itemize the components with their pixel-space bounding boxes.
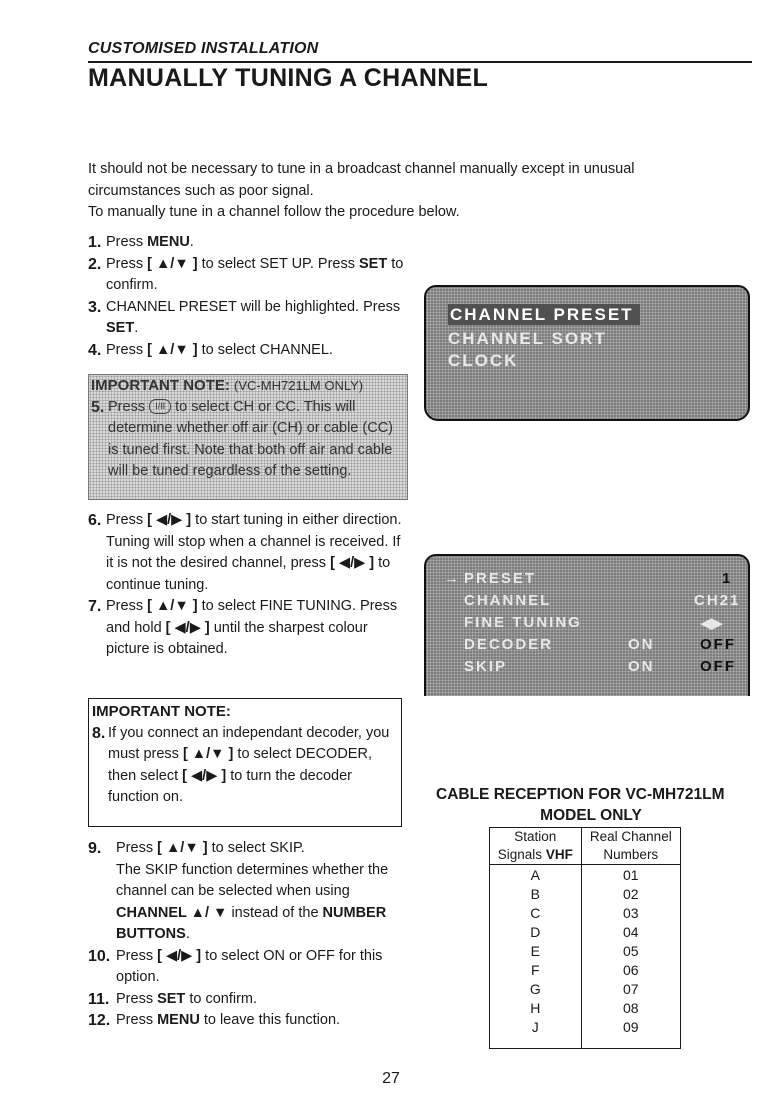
osd-highlighted-item: CHANNEL PRESET (448, 304, 640, 325)
steps-6-7 (88, 510, 408, 661)
osd-row-value: OFF (700, 658, 736, 675)
step-11 (88, 989, 413, 1011)
table-row (490, 904, 681, 923)
step-number: 12. (88, 1012, 111, 1029)
up-down-key: [ ▲/▼ ] (147, 598, 198, 614)
header-rule (88, 61, 752, 63)
osd-channel-menu (424, 554, 750, 696)
station-cell: B (490, 885, 582, 904)
channel-cell: 08 (581, 999, 680, 1018)
step-5 (89, 397, 407, 483)
step-text: Press (106, 341, 148, 358)
column-header-station (490, 828, 582, 865)
step-text: to leave this function. (199, 1012, 341, 1028)
left-right-key: [ ◀/▶ ] (147, 512, 192, 528)
channel-cell: 05 (581, 942, 680, 961)
left-right-key: [ ◀/▶ ] (165, 619, 210, 636)
table-row (490, 942, 681, 961)
station-cell: D (490, 923, 582, 942)
station-cell: A (490, 865, 582, 886)
channel-cell: 03 (581, 904, 680, 923)
steps-9-12 (88, 838, 413, 1032)
step-text: Press (108, 398, 150, 415)
page-title: MANUALLY TUNING A CHANNEL (88, 64, 489, 92)
station-cell: C (490, 904, 582, 923)
table-row (490, 980, 681, 999)
column-header-channel (581, 828, 680, 865)
station-cell: E (490, 942, 582, 961)
step-3 (88, 297, 408, 340)
cable-reception-title: CABLE RECEPTION FOR VC-MH721LM (436, 786, 725, 803)
step-text: Press (106, 255, 148, 272)
station-cell: G (490, 980, 582, 999)
step-text: Press (106, 598, 148, 614)
set-key: SET (157, 990, 186, 1007)
station-cell: F (490, 961, 582, 980)
header-text: VHF (545, 847, 573, 862)
set-key: SET (106, 320, 135, 336)
step-text: . (185, 926, 190, 942)
channel-cell: 02 (581, 885, 680, 904)
intro-text (88, 159, 728, 224)
channel-cell: 09 (581, 1018, 680, 1049)
osd-row-label: FINE TUNING (464, 614, 582, 631)
channel-key: CHANNEL ▲/ ▼ (116, 904, 228, 921)
step-4 (88, 340, 408, 362)
step-text: to select FINE TUNING. Press and hold (106, 598, 398, 636)
osd-row-value: 1 (722, 570, 733, 587)
step-text: to confirm. (106, 255, 404, 293)
step-text: to select SET UP. Press (197, 255, 359, 272)
osd-menu-item: CLOCK (448, 351, 519, 370)
step-number: 7. (88, 598, 102, 615)
table-row (490, 961, 681, 980)
step-number: 1. (88, 234, 102, 251)
step-text: until the sharpest colour picture is obtained. (106, 619, 368, 657)
channel-cell: 01 (581, 865, 680, 886)
header-text: Numbers (603, 847, 659, 862)
station-cell: H (490, 999, 582, 1018)
step-number: 5. (91, 398, 105, 416)
step-text: . (134, 320, 139, 336)
set-key: SET (359, 255, 388, 272)
up-down-key: [ ▲/▼ ] (147, 341, 198, 358)
arrow-cursor-icon: → (444, 570, 461, 587)
step-number: 6. (88, 512, 102, 529)
osd-row-label: CHANNEL (464, 592, 552, 609)
step-number: 10. (88, 947, 111, 965)
step-text: If you connect an independant decoder, you must press (108, 724, 390, 762)
up-down-key: [ ▲/▼ ] (182, 746, 234, 762)
step-text: Press (116, 947, 158, 964)
step-6 (88, 510, 408, 596)
step-text: to select SKIP. (207, 840, 305, 856)
osd-row-label: PRESET (464, 570, 537, 587)
intro-line-2: To manually tune in a channel follow the procedure below. (88, 204, 460, 220)
left-right-key: [ ◀/▶ ] (330, 555, 375, 571)
important-note-model (88, 374, 408, 500)
menu-key: MENU (147, 234, 190, 250)
osd-row-value: ON (628, 636, 655, 653)
important-note-decoder (88, 698, 402, 827)
table-header-row (490, 828, 681, 865)
note-heading (89, 375, 407, 397)
step-2 (88, 254, 408, 297)
step-text: instead of the (227, 904, 323, 921)
osd-row-label: SKIP (464, 658, 508, 675)
station-cell: J (490, 1018, 582, 1049)
step-12 (88, 1010, 413, 1032)
step-8 (89, 723, 401, 809)
step-7 (88, 596, 408, 661)
step-number: 9. (88, 840, 102, 857)
left-right-arrows-icon: ◀▶ (700, 615, 724, 632)
step-text: to select CH or CC. This will determine whether off air (CH) or cable (CC) is tuned first. Note that both off air and cable will be tuned regardless of the setting. (108, 398, 393, 479)
audio-button-icon: I/II (149, 399, 171, 414)
osd-row-label: DECODER (464, 636, 554, 653)
cable-reception-subtitle: MODEL ONLY (540, 807, 642, 824)
step-10 (88, 946, 413, 989)
table-row (490, 999, 681, 1018)
channel-cell: 06 (581, 961, 680, 980)
section-title: CUSTOMISED INSTALLATION (88, 40, 319, 57)
step-number: 11. (88, 990, 110, 1008)
osd-row-value: CH21 (694, 592, 741, 609)
header-text: Station (514, 829, 557, 844)
up-down-key: [ ▲/▼ ] (157, 840, 208, 856)
channel-cell: 04 (581, 923, 680, 942)
step-text: to confirm. (185, 990, 258, 1007)
header-text: Signals (497, 847, 546, 862)
step-number: 3. (88, 298, 102, 316)
step-text: . (189, 234, 194, 250)
step-text: CHANNEL PRESET will be highlighted. Press (106, 298, 401, 315)
step-text: Press (106, 234, 148, 250)
step-text: Press (116, 840, 158, 856)
table-row (490, 885, 681, 904)
step-text: to turn the decoder function on. (108, 767, 352, 805)
header-text: Real Channel (589, 829, 672, 844)
note-title: IMPORTANT NOTE: (92, 703, 231, 720)
osd-setup-menu (424, 285, 750, 421)
step-text: to select ON or OFF for this option. (116, 947, 383, 985)
osd-row-value: OFF (700, 636, 736, 653)
step-text: Press (116, 990, 158, 1007)
step-number: 2. (88, 255, 102, 273)
menu-key: MENU (157, 1012, 200, 1028)
left-right-key: [ ◀/▶ ] (182, 767, 227, 784)
table-row (490, 865, 681, 886)
step-text: to select CHANNEL. (197, 341, 333, 358)
osd-row-value: ON (628, 658, 655, 675)
step-9 (88, 838, 413, 946)
step-text: The SKIP function determines whether the channel can be selected when using (116, 861, 389, 899)
number-buttons-key: NUMBER BUTTONS (116, 904, 387, 942)
osd-menu-item: CHANNEL SORT (448, 329, 607, 348)
step-text: to continue tuning. (106, 555, 391, 593)
steps-1-4 (88, 232, 408, 361)
step-text: Press (106, 512, 148, 528)
left-right-key: [ ◀/▶ ] (157, 947, 202, 964)
step-text: Press (116, 1012, 158, 1028)
intro-line-1: It should not be necessary to tune in a broadcast channel manually except in unusual circumstances such as poor signal. (88, 161, 635, 199)
note-title: IMPORTANT NOTE: (91, 377, 230, 394)
step-text: to select DECODER, then select (108, 746, 372, 784)
step-1 (88, 232, 408, 254)
up-down-key: [ ▲/▼ ] (147, 255, 198, 272)
note-model: (VC-MH721LM ONLY) (234, 378, 364, 393)
table-row (490, 1018, 681, 1049)
cable-channel-table (489, 827, 681, 1049)
table-row (490, 923, 681, 942)
step-number: 8. (92, 724, 106, 742)
step-number: 4. (88, 341, 102, 359)
channel-cell: 07 (581, 980, 680, 999)
step-text: to start tuning in either direction. Tuning will stop when a channel is received. If it is not the desired channel, press (106, 512, 402, 571)
page-number: 27 (382, 1070, 400, 1087)
osd-menu-item (448, 305, 640, 325)
